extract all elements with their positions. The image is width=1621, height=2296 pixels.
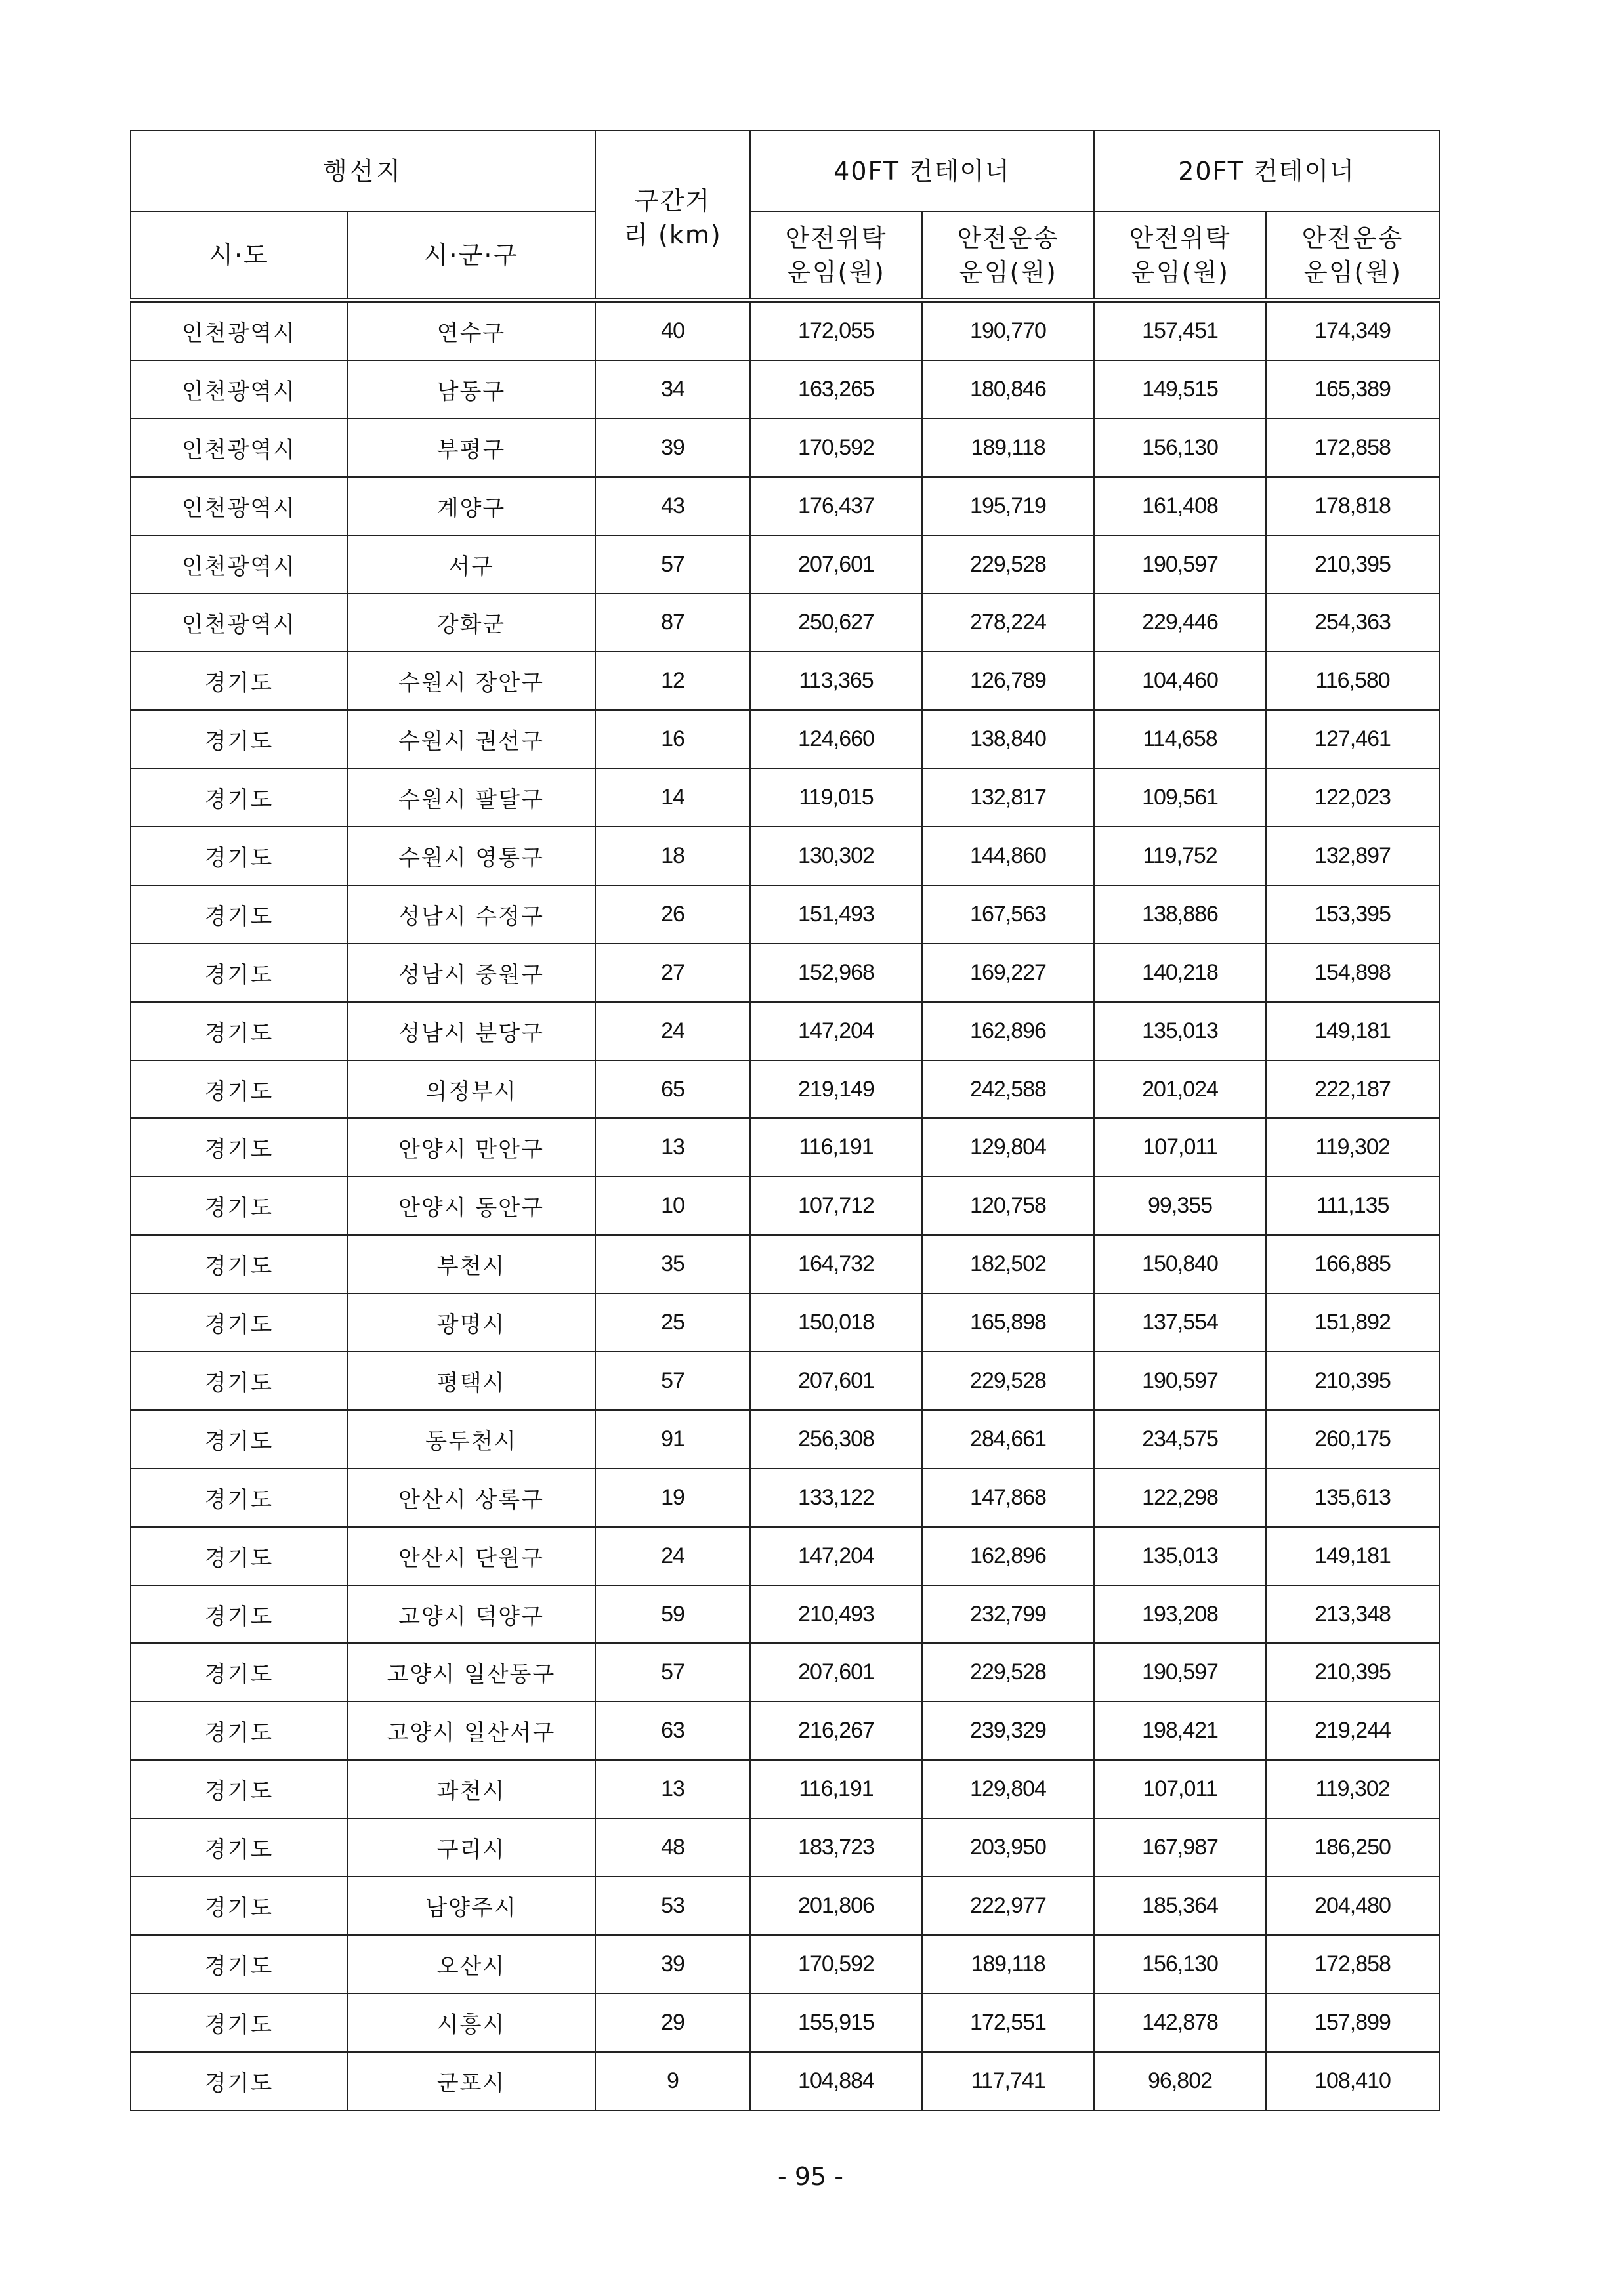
cell-40ft-transport: 165,898 xyxy=(922,1293,1094,1352)
cell-40ft-consign: 219,149 xyxy=(750,1060,922,1119)
cell-20ft-consign: 190,597 xyxy=(1094,535,1266,594)
cell-20ft-consign: 201,024 xyxy=(1094,1060,1266,1119)
cell-40ft-consign: 170,592 xyxy=(750,419,922,477)
header-row-sub xyxy=(131,211,1439,301)
cell-40ft-transport: 229,528 xyxy=(922,535,1094,594)
cell-40ft-transport: 182,502 xyxy=(922,1235,1094,1293)
header-20ft-consign xyxy=(1094,211,1266,301)
cell-20ft-consign: 99,355 xyxy=(1094,1177,1266,1235)
cell-city: 연수구 xyxy=(347,301,595,360)
cell-city: 평택시 xyxy=(347,1352,595,1410)
cell-20ft-consign: 142,878 xyxy=(1094,1993,1266,2052)
cell-20ft-transport: 127,461 xyxy=(1266,710,1439,768)
cell-city: 성남시 중원구 xyxy=(347,944,595,1002)
cell-city: 고양시 일산서구 xyxy=(347,1701,595,1760)
cell-city: 계양구 xyxy=(347,477,595,535)
cell-distance: 14 xyxy=(595,768,750,827)
cell-40ft-transport: 229,528 xyxy=(922,1643,1094,1701)
cell-distance: 10 xyxy=(595,1177,750,1235)
table-row xyxy=(131,1235,1439,1293)
cell-city: 의정부시 xyxy=(347,1060,595,1119)
table-row xyxy=(131,535,1439,594)
cell-40ft-consign: 176,437 xyxy=(750,477,922,535)
table-row xyxy=(131,885,1439,944)
rate-table-body xyxy=(131,301,1439,2110)
header-40ft: 40FT 컨테이너 xyxy=(750,131,1094,211)
cell-city: 구리시 xyxy=(347,1818,595,1877)
cell-40ft-consign: 133,122 xyxy=(750,1469,922,1527)
cell-distance: 13 xyxy=(595,1760,750,1818)
cell-city: 안산시 상록구 xyxy=(347,1469,595,1527)
cell-province: 경기도 xyxy=(131,944,347,1002)
cell-province: 경기도 xyxy=(131,1235,347,1293)
cell-40ft-consign: 170,592 xyxy=(750,1935,922,1993)
cell-city: 시흥시 xyxy=(347,1993,595,2052)
cell-province: 경기도 xyxy=(131,1177,347,1235)
cell-20ft-transport: 132,897 xyxy=(1266,827,1439,885)
cell-20ft-transport: 186,250 xyxy=(1266,1818,1439,1877)
cell-province: 인천광역시 xyxy=(131,593,347,652)
cell-province: 경기도 xyxy=(131,1352,347,1410)
cell-city: 과천시 xyxy=(347,1760,595,1818)
cell-40ft-transport: 169,227 xyxy=(922,944,1094,1002)
cell-40ft-transport: 229,528 xyxy=(922,1352,1094,1410)
cell-40ft-consign: 150,018 xyxy=(750,1293,922,1352)
cell-distance: 12 xyxy=(595,652,750,710)
cell-40ft-consign: 163,265 xyxy=(750,360,922,419)
cell-20ft-transport: 254,363 xyxy=(1266,593,1439,652)
cell-40ft-consign: 147,204 xyxy=(750,1527,922,1585)
cell-40ft-transport: 203,950 xyxy=(922,1818,1094,1877)
cell-distance: 25 xyxy=(595,1293,750,1352)
cell-20ft-consign: 96,802 xyxy=(1094,2052,1266,2110)
table-row xyxy=(131,1701,1439,1760)
cell-city: 서구 xyxy=(347,535,595,594)
cell-20ft-transport: 157,899 xyxy=(1266,1993,1439,2052)
cell-40ft-transport: 162,896 xyxy=(922,1002,1094,1060)
cell-20ft-consign: 161,408 xyxy=(1094,477,1266,535)
table-row xyxy=(131,1818,1439,1877)
cell-distance: 27 xyxy=(595,944,750,1002)
cell-distance: 13 xyxy=(595,1118,750,1177)
cell-20ft-transport: 172,858 xyxy=(1266,1935,1439,1993)
cell-20ft-consign: 198,421 xyxy=(1094,1701,1266,1760)
cell-20ft-consign: 137,554 xyxy=(1094,1293,1266,1352)
cell-distance: 24 xyxy=(595,1527,750,1585)
cell-city: 군포시 xyxy=(347,2052,595,2110)
cell-province: 경기도 xyxy=(131,710,347,768)
cell-province: 경기도 xyxy=(131,1818,347,1877)
cell-20ft-transport: 219,244 xyxy=(1266,1701,1439,1760)
cell-distance: 91 xyxy=(595,1410,750,1469)
table-row xyxy=(131,1760,1439,1818)
cell-province: 경기도 xyxy=(131,1760,347,1818)
cell-40ft-transport: 242,588 xyxy=(922,1060,1094,1119)
cell-20ft-transport: 210,395 xyxy=(1266,1643,1439,1701)
cell-40ft-transport: 117,741 xyxy=(922,2052,1094,2110)
cell-40ft-consign: 256,308 xyxy=(750,1410,922,1469)
cell-40ft-transport: 180,846 xyxy=(922,360,1094,419)
cell-20ft-consign: 156,130 xyxy=(1094,1935,1266,1993)
cell-province: 경기도 xyxy=(131,1060,347,1119)
cell-20ft-consign: 234,575 xyxy=(1094,1410,1266,1469)
cell-40ft-transport: 189,118 xyxy=(922,1935,1094,1993)
cell-province: 경기도 xyxy=(131,1993,347,2052)
cell-distance: 9 xyxy=(595,2052,750,2110)
cell-40ft-transport: 147,868 xyxy=(922,1469,1094,1527)
cell-20ft-transport: 165,389 xyxy=(1266,360,1439,419)
cell-city: 남동구 xyxy=(347,360,595,419)
cell-20ft-transport: 210,395 xyxy=(1266,535,1439,594)
cell-40ft-transport: 195,719 xyxy=(922,477,1094,535)
table-row xyxy=(131,768,1439,827)
cell-province: 경기도 xyxy=(131,885,347,944)
cell-city: 고양시 덕양구 xyxy=(347,1585,595,1644)
cell-distance: 34 xyxy=(595,360,750,419)
cell-distance: 26 xyxy=(595,885,750,944)
table-row xyxy=(131,477,1439,535)
rate-table xyxy=(130,130,1440,2111)
cell-distance: 65 xyxy=(595,1060,750,1119)
cell-20ft-transport: 154,898 xyxy=(1266,944,1439,1002)
cell-20ft-consign: 157,451 xyxy=(1094,301,1266,360)
cell-city: 수원시 장안구 xyxy=(347,652,595,710)
cell-city: 오산시 xyxy=(347,1935,595,1993)
table-row xyxy=(131,1410,1439,1469)
cell-distance: 24 xyxy=(595,1002,750,1060)
cell-40ft-consign: 107,712 xyxy=(750,1177,922,1235)
cell-distance: 16 xyxy=(595,710,750,768)
cell-40ft-transport: 162,896 xyxy=(922,1527,1094,1585)
cell-20ft-consign: 135,013 xyxy=(1094,1527,1266,1585)
cell-40ft-consign: 207,601 xyxy=(750,535,922,594)
table-row xyxy=(131,944,1439,1002)
cell-40ft-transport: 144,860 xyxy=(922,827,1094,885)
table-row xyxy=(131,1585,1439,1644)
cell-province: 경기도 xyxy=(131,1701,347,1760)
cell-40ft-transport: 129,804 xyxy=(922,1118,1094,1177)
header-40ft-consign-text: 안전위탁 운임(원) xyxy=(785,223,887,287)
cell-40ft-consign: 183,723 xyxy=(750,1818,922,1877)
cell-province: 경기도 xyxy=(131,768,347,827)
cell-40ft-transport: 278,224 xyxy=(922,593,1094,652)
header-20ft-transport xyxy=(1266,211,1439,301)
cell-40ft-consign: 124,660 xyxy=(750,710,922,768)
cell-distance: 63 xyxy=(595,1701,750,1760)
cell-40ft-consign: 104,884 xyxy=(750,2052,922,2110)
cell-city: 수원시 영통구 xyxy=(347,827,595,885)
cell-40ft-transport: 222,977 xyxy=(922,1877,1094,1935)
cell-20ft-transport: 149,181 xyxy=(1266,1527,1439,1585)
cell-40ft-consign: 130,302 xyxy=(750,827,922,885)
cell-40ft-consign: 164,732 xyxy=(750,1235,922,1293)
table-row xyxy=(131,1935,1439,1993)
cell-province: 경기도 xyxy=(131,1935,347,1993)
cell-distance: 18 xyxy=(595,827,750,885)
table-row xyxy=(131,1993,1439,2052)
cell-20ft-transport: 108,410 xyxy=(1266,2052,1439,2110)
cell-20ft-consign: 149,515 xyxy=(1094,360,1266,419)
cell-province: 경기도 xyxy=(131,1002,347,1060)
cell-province: 경기도 xyxy=(131,1877,347,1935)
cell-20ft-transport: 174,349 xyxy=(1266,301,1439,360)
cell-40ft-transport: 239,329 xyxy=(922,1701,1094,1760)
cell-city: 동두천시 xyxy=(347,1410,595,1469)
cell-20ft-transport: 260,175 xyxy=(1266,1410,1439,1469)
cell-40ft-consign: 207,601 xyxy=(750,1643,922,1701)
cell-city: 안산시 단원구 xyxy=(347,1527,595,1585)
table-row xyxy=(131,2052,1439,2110)
cell-city: 수원시 권선구 xyxy=(347,710,595,768)
cell-40ft-consign: 151,493 xyxy=(750,885,922,944)
cell-40ft-consign: 113,365 xyxy=(750,652,922,710)
cell-province: 경기도 xyxy=(131,1410,347,1469)
header-40ft-transport xyxy=(922,211,1094,301)
cell-distance: 29 xyxy=(595,1993,750,2052)
cell-20ft-transport: 213,348 xyxy=(1266,1585,1439,1644)
cell-40ft-transport: 138,840 xyxy=(922,710,1094,768)
cell-40ft-transport: 132,817 xyxy=(922,768,1094,827)
table-row xyxy=(131,1060,1439,1119)
cell-province: 경기도 xyxy=(131,652,347,710)
cell-20ft-consign: 150,840 xyxy=(1094,1235,1266,1293)
page-number: - 95 - xyxy=(778,2162,843,2191)
cell-province: 인천광역시 xyxy=(131,360,347,419)
rate-table-container xyxy=(130,130,1439,2111)
cell-province: 경기도 xyxy=(131,1293,347,1352)
cell-40ft-consign: 201,806 xyxy=(750,1877,922,1935)
table-row xyxy=(131,652,1439,710)
cell-40ft-consign: 216,267 xyxy=(750,1701,922,1760)
cell-city: 성남시 수정구 xyxy=(347,885,595,944)
cell-distance: 35 xyxy=(595,1235,750,1293)
header-20ft-transport-text: 안전운송 운임(원) xyxy=(1301,223,1404,287)
cell-province: 인천광역시 xyxy=(131,419,347,477)
cell-city: 안양시 동안구 xyxy=(347,1177,595,1235)
cell-20ft-consign: 193,208 xyxy=(1094,1585,1266,1644)
cell-city: 부평구 xyxy=(347,419,595,477)
header-distance-text: 구간거리 (km) xyxy=(623,186,722,249)
cell-distance: 19 xyxy=(595,1469,750,1527)
table-row xyxy=(131,360,1439,419)
cell-20ft-transport: 178,818 xyxy=(1266,477,1439,535)
cell-20ft-consign: 119,752 xyxy=(1094,827,1266,885)
cell-20ft-consign: 167,987 xyxy=(1094,1818,1266,1877)
cell-city: 광명시 xyxy=(347,1293,595,1352)
cell-20ft-transport: 111,135 xyxy=(1266,1177,1439,1235)
cell-20ft-consign: 104,460 xyxy=(1094,652,1266,710)
cell-city: 안양시 만안구 xyxy=(347,1118,595,1177)
table-row xyxy=(131,419,1439,477)
cell-province: 경기도 xyxy=(131,827,347,885)
cell-province: 경기도 xyxy=(131,1643,347,1701)
cell-distance: 59 xyxy=(595,1585,750,1644)
cell-20ft-consign: 140,218 xyxy=(1094,944,1266,1002)
cell-40ft-consign: 210,493 xyxy=(750,1585,922,1644)
cell-20ft-consign: 107,011 xyxy=(1094,1760,1266,1818)
table-row xyxy=(131,1293,1439,1352)
header-city: 시·군·구 xyxy=(347,211,595,301)
table-row xyxy=(131,827,1439,885)
header-20ft: 20FT 컨테이너 xyxy=(1094,131,1439,211)
cell-20ft-consign: 190,597 xyxy=(1094,1643,1266,1701)
cell-20ft-transport: 210,395 xyxy=(1266,1352,1439,1410)
cell-20ft-transport: 119,302 xyxy=(1266,1760,1439,1818)
cell-city: 부천시 xyxy=(347,1235,595,1293)
cell-40ft-transport: 190,770 xyxy=(922,301,1094,360)
cell-20ft-consign: 109,561 xyxy=(1094,768,1266,827)
cell-40ft-consign: 172,055 xyxy=(750,301,922,360)
cell-20ft-consign: 185,364 xyxy=(1094,1877,1266,1935)
cell-province: 경기도 xyxy=(131,1527,347,1585)
cell-20ft-transport: 166,885 xyxy=(1266,1235,1439,1293)
table-row xyxy=(131,1469,1439,1527)
cell-province: 인천광역시 xyxy=(131,301,347,360)
table-row xyxy=(131,1643,1439,1701)
cell-20ft-transport: 222,187 xyxy=(1266,1060,1439,1119)
cell-20ft-transport: 119,302 xyxy=(1266,1118,1439,1177)
cell-40ft-consign: 116,191 xyxy=(750,1760,922,1818)
table-row xyxy=(131,1118,1439,1177)
cell-20ft-transport: 151,892 xyxy=(1266,1293,1439,1352)
cell-40ft-transport: 232,799 xyxy=(922,1585,1094,1644)
cell-province: 경기도 xyxy=(131,1469,347,1527)
cell-20ft-transport: 153,395 xyxy=(1266,885,1439,944)
cell-40ft-consign: 250,627 xyxy=(750,593,922,652)
cell-city: 성남시 분당구 xyxy=(347,1002,595,1060)
cell-city: 남양주시 xyxy=(347,1877,595,1935)
cell-20ft-consign: 107,011 xyxy=(1094,1118,1266,1177)
cell-40ft-consign: 207,601 xyxy=(750,1352,922,1410)
header-20ft-consign-text: 안전위탁 운임(원) xyxy=(1129,223,1231,287)
header-province: 시·도 xyxy=(131,211,347,301)
cell-40ft-consign: 152,968 xyxy=(750,944,922,1002)
header-row-top xyxy=(131,131,1439,211)
cell-province: 경기도 xyxy=(131,1118,347,1177)
cell-40ft-transport: 126,789 xyxy=(922,652,1094,710)
cell-20ft-consign: 138,886 xyxy=(1094,885,1266,944)
cell-40ft-consign: 119,015 xyxy=(750,768,922,827)
table-row xyxy=(131,1527,1439,1585)
cell-40ft-transport: 172,551 xyxy=(922,1993,1094,2052)
cell-40ft-consign: 116,191 xyxy=(750,1118,922,1177)
cell-40ft-consign: 147,204 xyxy=(750,1002,922,1060)
cell-city: 강화군 xyxy=(347,593,595,652)
cell-province: 인천광역시 xyxy=(131,535,347,594)
table-row xyxy=(131,593,1439,652)
cell-20ft-consign: 135,013 xyxy=(1094,1002,1266,1060)
table-row xyxy=(131,1877,1439,1935)
table-row xyxy=(131,1352,1439,1410)
cell-20ft-transport: 204,480 xyxy=(1266,1877,1439,1935)
table-row xyxy=(131,1177,1439,1235)
cell-20ft-transport: 122,023 xyxy=(1266,768,1439,827)
cell-40ft-consign: 155,915 xyxy=(750,1993,922,2052)
cell-20ft-consign: 229,446 xyxy=(1094,593,1266,652)
cell-20ft-transport: 116,580 xyxy=(1266,652,1439,710)
cell-40ft-transport: 129,804 xyxy=(922,1760,1094,1818)
header-distance xyxy=(595,131,750,301)
header-40ft-transport-text: 안전운송 운임(원) xyxy=(957,223,1059,287)
cell-20ft-consign: 156,130 xyxy=(1094,419,1266,477)
cell-distance: 43 xyxy=(595,477,750,535)
cell-40ft-transport: 189,118 xyxy=(922,419,1094,477)
cell-distance: 39 xyxy=(595,1935,750,1993)
cell-20ft-transport: 135,613 xyxy=(1266,1469,1439,1527)
cell-distance: 57 xyxy=(595,535,750,594)
cell-distance: 39 xyxy=(595,419,750,477)
cell-distance: 53 xyxy=(595,1877,750,1935)
cell-province: 인천광역시 xyxy=(131,477,347,535)
cell-distance: 48 xyxy=(595,1818,750,1877)
cell-distance: 57 xyxy=(595,1643,750,1701)
cell-20ft-consign: 122,298 xyxy=(1094,1469,1266,1527)
table-row xyxy=(131,301,1439,360)
cell-distance: 87 xyxy=(595,593,750,652)
cell-40ft-transport: 120,758 xyxy=(922,1177,1094,1235)
cell-20ft-transport: 149,181 xyxy=(1266,1002,1439,1060)
cell-city: 고양시 일산동구 xyxy=(347,1643,595,1701)
cell-distance: 40 xyxy=(595,301,750,360)
cell-40ft-transport: 167,563 xyxy=(922,885,1094,944)
cell-province: 경기도 xyxy=(131,1585,347,1644)
cell-40ft-transport: 284,661 xyxy=(922,1410,1094,1469)
table-row xyxy=(131,1002,1439,1060)
cell-city: 수원시 팔달구 xyxy=(347,768,595,827)
cell-province: 경기도 xyxy=(131,2052,347,2110)
header-destination: 행선지 xyxy=(131,131,595,211)
table-row xyxy=(131,710,1439,768)
cell-20ft-transport: 172,858 xyxy=(1266,419,1439,477)
cell-20ft-consign: 114,658 xyxy=(1094,710,1266,768)
header-40ft-consign xyxy=(750,211,922,301)
cell-20ft-consign: 190,597 xyxy=(1094,1352,1266,1410)
cell-distance: 57 xyxy=(595,1352,750,1410)
